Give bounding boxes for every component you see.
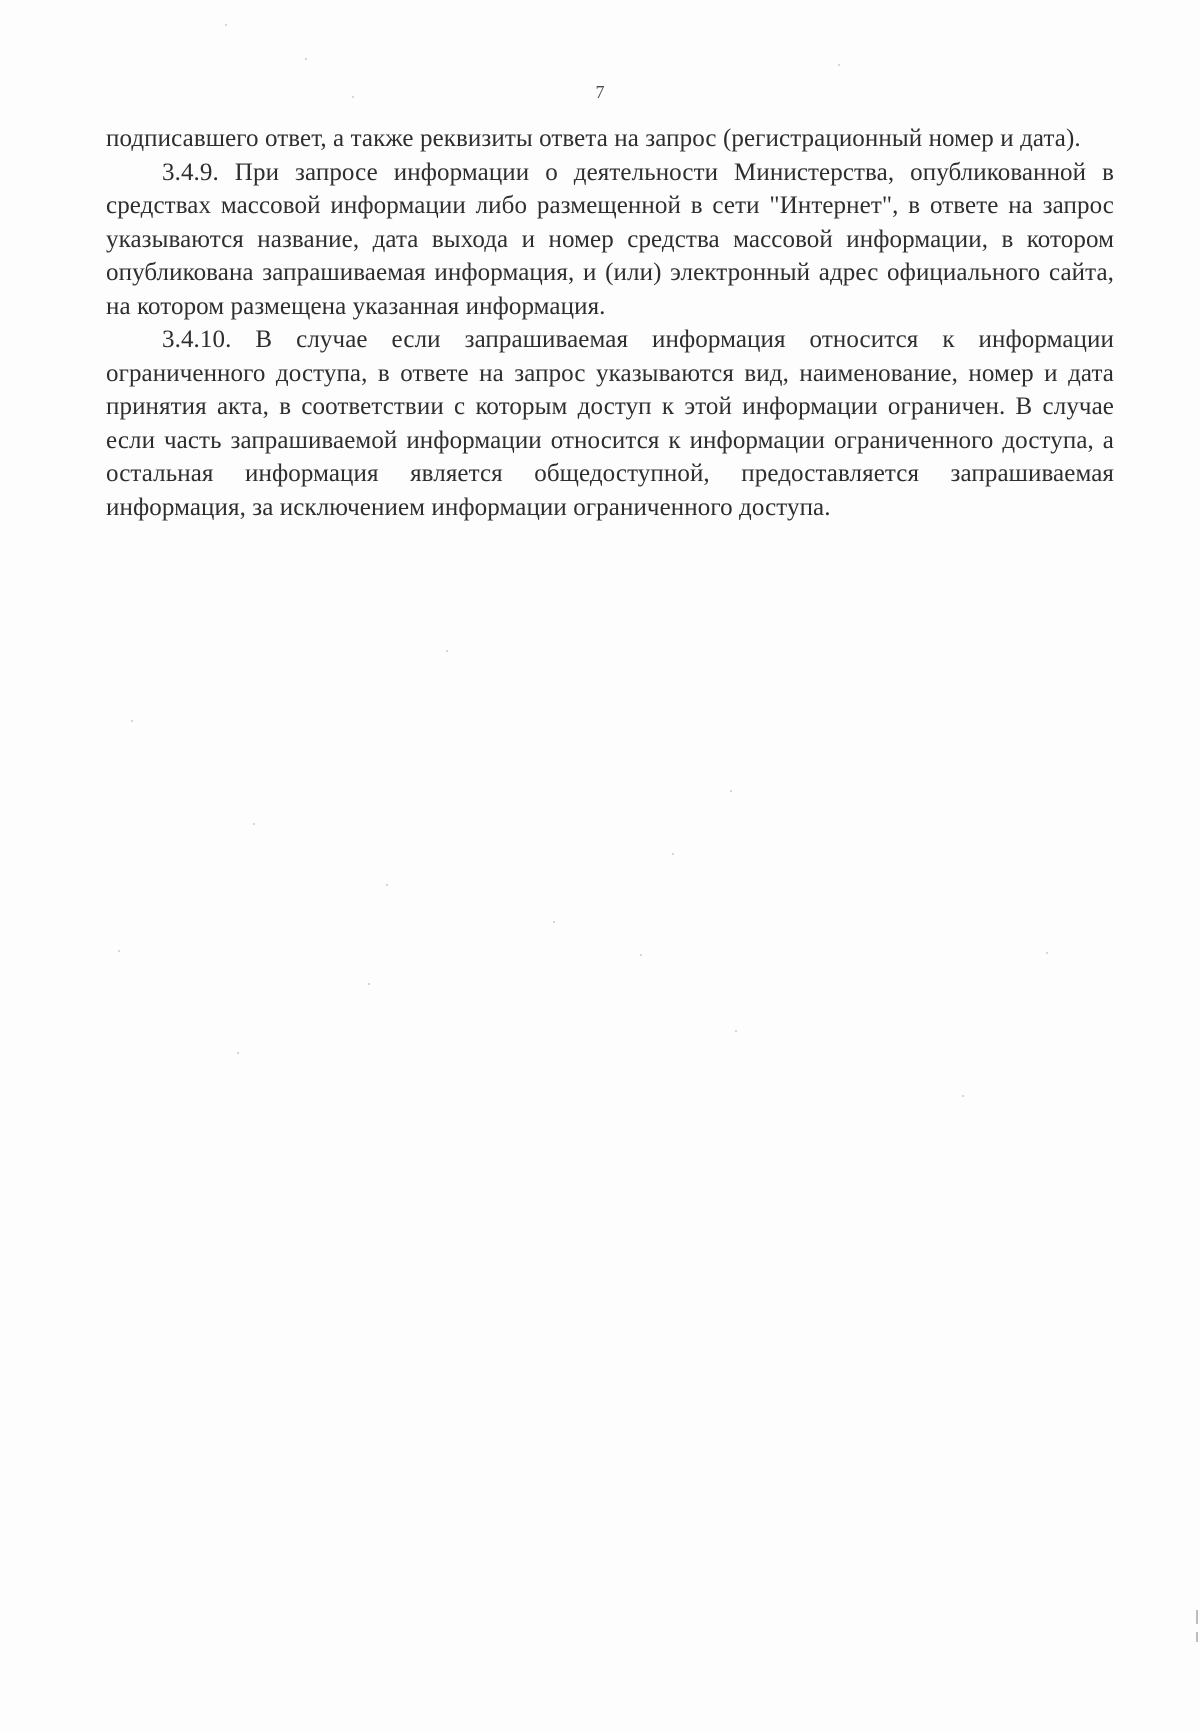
paragraph-3-4-9: 3.4.9. При запросе информации о деятельности Министерства, опубликованной в средствах массовой информации либо размещенной в сети "Интернет", в ответе на запрос указываются название, дата выхода и номер средства массовой информации, в котором опубликована запрашиваемая информация, и (или) электронный адрес официального сайта, на котором размещена указанная информация. <box>106 158 1114 320</box>
scan-speck <box>672 853 674 855</box>
scan-speck <box>446 650 448 652</box>
page-number: 7 <box>595 82 605 102</box>
scan-speck <box>838 64 840 66</box>
scan-speck <box>553 921 555 923</box>
scan-speck <box>640 954 642 956</box>
paragraph-3-4-10: 3.4.10. В случае если запрашиваемая информация относится к информации ограниченного доступа, в ответе на запрос указываются вид, наименование, номер и дата принятия акта, в соответствии с которым доступ к этой информации ограничен. В случае если часть запрашиваемой информации относится к информации ограниченного доступа, а остальная информация является общедоступной, предоставляется запрашиваемая информация, за исключением информации ограниченного доступа. <box>106 326 1114 521</box>
scan-speck <box>368 983 370 985</box>
scan-speck <box>386 884 388 886</box>
scan-edge-mark <box>1196 1632 1198 1642</box>
scan-speck <box>118 950 120 952</box>
document-body <box>106 122 1114 524</box>
scan-speck <box>730 790 732 792</box>
paragraph-continuation: подписавшего ответ, а также реквизиты ответа на запрос (регистрационный номер и дата). <box>106 125 1081 152</box>
scan-speck <box>1046 952 1048 954</box>
scan-speck <box>253 823 255 825</box>
scan-speck <box>237 1052 239 1054</box>
scan-speck <box>131 720 133 722</box>
scan-speck <box>962 1095 964 1097</box>
scan-edge-mark <box>1196 1610 1198 1624</box>
scan-speck <box>305 58 307 60</box>
scan-speck <box>225 24 227 26</box>
scan-speck <box>352 96 354 98</box>
scan-speck <box>735 1030 737 1032</box>
